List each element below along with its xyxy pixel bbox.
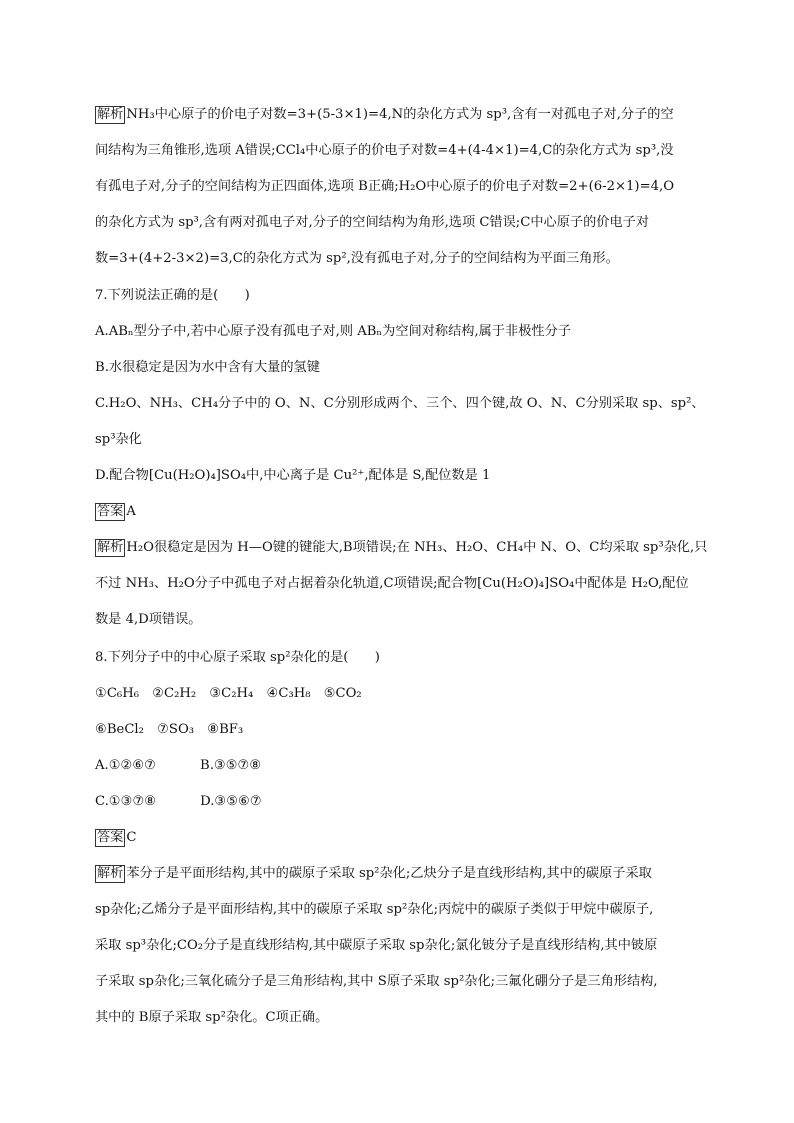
answer-value: C xyxy=(126,830,137,845)
analysis-line: 解析 苯分子是平面形结构,其中的碳原子采取 sp²杂化;乙炔分子是直线形结构,其中的碳原子采取 xyxy=(97,866,652,881)
analysis-tag: 解析 xyxy=(97,540,124,555)
item-list: ①C₆H₆ ②C₂H₂ ③C₂H₄ ④C₃H₈ ⑤CO₂ xyxy=(95,686,362,701)
analysis-line: 采取 sp³杂化;CO₂分子是直线形结构,其中碳原子采取 sp杂化;氯化铍分子是直线形结构,其中铍原 xyxy=(95,938,658,953)
analysis-line: 间结构为三角锥形,选项 A错误;CCl₄中心原子的价电子对数=4+(4-4×1)=4,C的杂化方式为 sp³,没 xyxy=(95,143,674,158)
analysis-tag: 解析 xyxy=(97,107,124,122)
analysis-line: 数=3+(4+2-3×2)=3,C的杂化方式为 sp²,没有孤电子对,分子的空间结构为平面三角形。 xyxy=(95,251,619,266)
analysis-line: sp杂化;乙烯分子是平面形结构,其中的碳原子采取 sp²杂化;丙烷中的碳原子类似于甲烷中碳原子, xyxy=(95,902,654,917)
item-list: ⑥BeCl₂ ⑦SO₃ ⑧BF₃ xyxy=(95,722,244,737)
answer-line xyxy=(95,494,715,530)
answer-line xyxy=(95,820,715,856)
option-a: A.ABₙ型分子中,若中心原子没有孤电子对,则 ABₙ为空间对称结构,属于非极性分子 xyxy=(95,324,571,339)
options-row xyxy=(95,784,715,820)
analysis-line: 子采取 sp杂化;三氧化硫分子是三角形结构,其中 S原子采取 sp²杂化;三氟化硼分子是三角形结构, xyxy=(95,974,658,989)
analysis-q6 xyxy=(95,97,715,277)
option-a: A.①②⑥⑦ xyxy=(95,758,157,773)
analysis-line: 解析 H₂O很稳定是因为 H—O键的键能大,B项错误;在 NH₃、H₂O、CH₄中 N、O、C均采取 sp³杂化,只 xyxy=(97,540,708,555)
question-stem: 8.下列分子中的中心原子采取 sp²杂化的是( ) xyxy=(95,650,380,665)
question-8 xyxy=(95,640,715,1036)
option-d: D.③⑤⑥⑦ xyxy=(200,794,262,809)
analysis-line: 的杂化方式为 sp³,含有两对孤电子对,分子的空间结构为角形,选项 C错误;C中心原子的价电子对 xyxy=(95,215,650,230)
option-d: D.配合物[Cu(H₂O)₄]SO₄中,中心离子是 Cu²⁺,配体是 S,配位数是 1 xyxy=(95,468,491,483)
analysis-tag: 解析 xyxy=(97,866,124,881)
answer-tag: 答案 xyxy=(97,830,124,845)
option-c: C.H₂O、NH₃、CH₄分子中的 O、N、C分别形成两个、三个、四个键,故 O、N、C分别采取 sp、sp²、 xyxy=(95,396,705,411)
analysis-line: 解析 NH₃中心原子的价电子对数=3+(5-3×1)=4,N的杂化方式为 sp³,含有一对孤电子对,分子的空 xyxy=(97,107,674,122)
analysis-line: 其中的 B原子采取 sp²杂化。C项正确。 xyxy=(95,1010,329,1025)
option-c-cont: sp³杂化 xyxy=(95,432,142,447)
analysis-line: 不过 NH₃、H₂O分子中孤电子对占据着杂化轨道,C项错误;配合物[Cu(H₂O)₄]SO₄中配体是 H₂O,配位 xyxy=(95,576,689,591)
answer-tag: 答案 xyxy=(97,504,124,519)
options-row xyxy=(95,748,715,784)
option-b: B.③⑤⑦⑧ xyxy=(200,758,262,773)
analysis-line: 有孤电子对,分子的空间结构为正四面体,选项 B正确;H₂O中心原子的价电子对数=2+(6-2×1)=4,O xyxy=(95,179,675,194)
question-stem: 7.下列说法正确的是( ) xyxy=(95,288,250,303)
analysis-line: 数是 4,D项错误。 xyxy=(95,612,202,627)
option-c: C.①③⑦⑧ xyxy=(95,794,157,809)
question-7 xyxy=(95,278,715,638)
option-b: B.水很稳定是因为水中含有大量的氢键 xyxy=(95,360,320,375)
answer-value: A xyxy=(126,504,136,519)
